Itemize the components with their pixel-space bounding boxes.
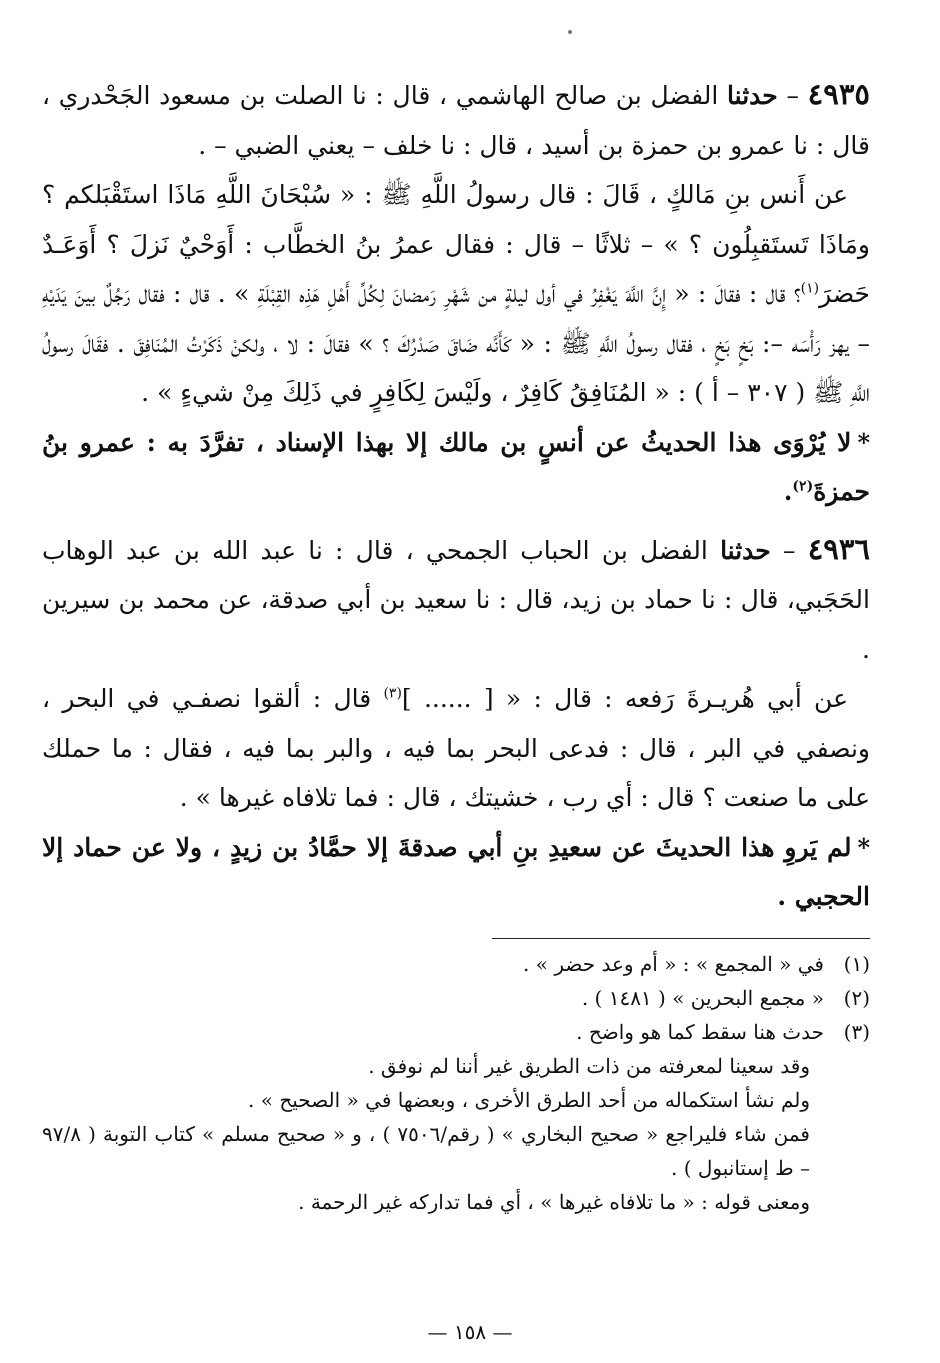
footnote-3-line: ولم نشأ استكماله من أحد الطرق الأخرى ، وبعضها في « الصحيح » . bbox=[248, 1087, 810, 1112]
page-body bbox=[42, 70, 870, 1219]
star-icon: * bbox=[857, 427, 870, 457]
hadith-lead: حدثنا bbox=[720, 535, 771, 565]
footnote-number: (٢) bbox=[843, 985, 870, 1010]
footnote-3-line: ومعنى قوله : « ما تلافاه غيرها » ، أي فما تداركه غير الرحمة . bbox=[298, 1189, 810, 1214]
footnote-text: « مجمع البحرين » ( ١٤٨١ ) . bbox=[581, 985, 824, 1010]
footnote-number: (٣) bbox=[843, 1019, 870, 1044]
hadith-4936-matn bbox=[42, 674, 870, 823]
page-number: — ١٥٨ — bbox=[427, 1320, 513, 1344]
matn-text-cont: قال : ألقوا نصفـي في البحر ، ونصفي في البر ، قال : فدعى البحر بما فيه ، والبر بما فيه ، فقال : ما حملك على ما صنعت ؟ قال : أي رب ، خشيتك ، قال : فما تلافاه غيرها » . bbox=[42, 684, 870, 812]
isnad-text: الفضل بن الحباب الجمحي ، قال : نا عبد الله بن عبد الوهاب الحَجَبي، قال : نا حماد بن زيد، قال : نا سعيد بن أبي صدقة، عن محمد بن سيرين . bbox=[42, 535, 870, 664]
hadith-number: ٤٩٣٦ bbox=[807, 531, 870, 566]
hadith-4935-note: *لا يُرْوَى هذا الحديثُ عن أنسٍ بن مالك إلا بهذا الإسناد ، تفرَّدَ به : عمرو بنُ حمزةَ$^{(٢)}$. bbox=[42, 427, 870, 506]
footnote-3 bbox=[42, 1015, 870, 1049]
footnote-divider bbox=[492, 938, 870, 939]
note-text: لا يُرْوَى هذا الحديثُ عن أنسٍ بن مالك إلا بهذا الإسناد ، تفرَّدَ به : عمرو بنُ حمزةَ bbox=[42, 427, 870, 506]
hadith-lead: حدثنا bbox=[727, 81, 778, 110]
footnote-2 bbox=[42, 981, 870, 1015]
hadith-number: ٤٩٣٥ bbox=[807, 77, 870, 111]
footnote-1 bbox=[42, 947, 870, 981]
footnote-text: حدث هنا سقط كما هو واضح . bbox=[576, 1019, 824, 1044]
matn-text: عن أبي هُريـرةَ رَفعه : قال : « [ ...... ] bbox=[401, 684, 848, 713]
hadith-4935-isnad: ٤٩٣٥ – حدثنا الفضل بن صالح الهاشمي ، قال : نا الصلت بن مسعود الجَحْدري ، قال : نا عمرو بن حمزة بن أسيد ، قال : نا خلف – يعني الضبي – . bbox=[42, 77, 870, 160]
isnad-text: الفضل بن صالح الهاشمي ، قال : نا الصلت بن مسعود الجَحْدري ، قال : نا عمرو بن حمزة بن أسيد ، قال : نا خلف – يعني الضبي – . bbox=[42, 81, 870, 160]
matn-text: عن أَنس بنِ مَالكٍ ، قَالَ : قال رسولُ اللَّهِ ﷺ : « سُبْحَانَ اللَّهِ مَاذَا استَقْبَلكم ؟ ومَاذَا تَستَقبِلُون ؟ » – ثلاثًا – قال : فقال عمرُ بنُ الخطَّاب : أَوَحْيٌ نَزلَ ؟ أَوَعَـدٌ حَضرَ bbox=[42, 180, 870, 308]
footnote-3-line: فمن شاء فليراجع « صحيح البخاري » ( رقم/٧٥٠٦ ) ، و « صحيح مسلم » كتاب التوبة ( ٩٧/٨ – ط إستانبول ) . bbox=[42, 1121, 810, 1180]
footnote-ref-3: (٣) bbox=[383, 685, 402, 702]
footnote-3-line: وقد سعينا لمعرفته من ذات الطريق غير أننا لم نوفق . bbox=[368, 1053, 810, 1078]
star-icon: * bbox=[857, 832, 870, 862]
hadith-4936-note bbox=[42, 823, 870, 922]
footnote-number: (١) bbox=[843, 951, 870, 976]
note-text: لم يَروِ هذا الحديثَ عن سعيدِ بنِ أبي صدقةَ إلا حمَّادُ بن زيدٍ ، ولا عن حماد إلا الحجبي . bbox=[42, 832, 870, 911]
top-mark bbox=[568, 30, 572, 34]
footnote-text: في « المجمع » : « أم وعد حضر » . bbox=[523, 951, 824, 976]
hadith-4935-matn bbox=[42, 170, 870, 418]
footnote-ref-2: (٢) bbox=[792, 478, 814, 495]
footnotes bbox=[42, 947, 870, 1219]
hadith-4936-isnad: ٤٩٣٦ – حدثنا الفضل بن الحباب الجمحي ، قال : نا عبد الله بن عبد الوهاب الحَجَبي، قال : نا حماد بن زيد، قال : نا سعيد بن أبي صدقة، عن محمد بن سيرين . bbox=[42, 531, 870, 664]
matn-text-cont: ؟ قال : فقالَ : « إِنَّ اللَّهَ يَغْفِرُ في أول ليلةٍ من شَهْرِ رَمضانَ لِكُلِّ أَهْلِ هَذِه القِبْلَةِ » . قال : فقال رَجُلٌ بينَ يَدَيْهِ – يهز رَأْسَه –: بَخٍ بَخٍ ، فقال رسولُ اللَّهِ ﷺ : « كَأَنَّه ضَاقَ صَدْرُكَ ؟ » فقالَ : لا ، ولكنْ ذَكَرْتُ المُنَافِقَ . فقَالَ رسولُ اللَّهِ ﷺ ( ٣٠٧ – أ ) : « المُنَافِقُ كَافِرٌ ، ولَيْسَ لِكَافِرٍ في ذَلِكَ مِنْ شيءٍ » . bbox=[42, 279, 870, 407]
footnote-ref-1: (١) bbox=[800, 280, 820, 297]
